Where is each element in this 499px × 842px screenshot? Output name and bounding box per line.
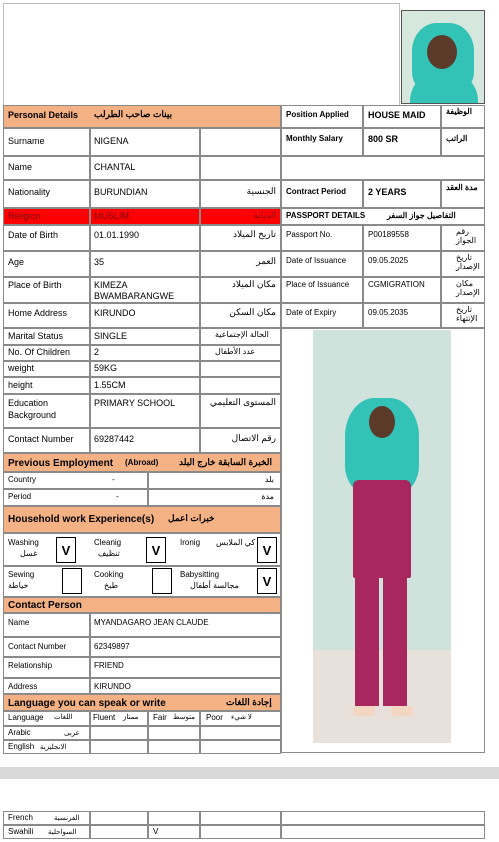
salary-label-ar-cell <box>441 128 485 156</box>
passport-no-ar-cell <box>441 225 485 251</box>
previous-employment-label: Previous Employment <box>8 458 114 469</box>
cp-number-label: Contact Number <box>8 642 67 651</box>
home-value: KIRUNDO <box>94 308 136 318</box>
issue-place-label-ar: مكان الإصدار <box>456 279 480 297</box>
country-label-cell <box>3 472 148 489</box>
personal-details-label-ar: بينات صاحب الطرلب <box>94 109 173 119</box>
cp-address-label: Address <box>8 682 38 691</box>
contact-label-cell <box>3 428 90 453</box>
lang-english-poor <box>200 740 281 754</box>
contact-label-ar: رقم الاتصال <box>231 433 276 443</box>
weight-ar-cell <box>200 361 281 377</box>
lang-english-fluent <box>90 740 148 754</box>
babysitting-checkbox[interactable]: V <box>257 568 277 594</box>
issue-date-label: Date of Issuance <box>286 256 347 265</box>
country-label-ar: بلد <box>264 475 274 484</box>
lang-row-arabic <box>3 726 90 740</box>
marital-value: SINGLE <box>94 331 128 341</box>
cooking-checkbox[interactable] <box>152 568 172 594</box>
sewing-label-ar: خياطة <box>8 581 29 590</box>
top-blank-area <box>3 3 400 106</box>
lang-swahili-extra <box>281 825 485 839</box>
weight-label-cell <box>3 361 90 377</box>
ironing-label-ar: كي الملابس <box>216 538 256 547</box>
passport-no-label-ar: رقم الجواز <box>456 227 477 245</box>
dob-value-cell <box>90 225 200 251</box>
salary-value: 800 SR <box>368 134 399 144</box>
lang-swahili-fair-mark: V <box>153 827 159 836</box>
age-label-cell <box>3 251 90 277</box>
height-label-cell <box>3 377 90 394</box>
language-header <box>3 694 281 711</box>
washing-label-ar: غسل <box>20 549 38 558</box>
cooking-label-ar: طبخ <box>104 581 118 590</box>
lang-english-fair <box>148 740 200 754</box>
applicant-full-body-photo <box>313 330 451 743</box>
religion-ar-cell <box>200 208 281 225</box>
cp-relationship-label: Relationship <box>8 661 53 670</box>
position-applied-value: HOUSE MAID <box>368 110 426 120</box>
age-value: 35 <box>94 257 105 267</box>
period-label-ar: مدة <box>261 492 274 501</box>
religion-value: MUSLIM <box>94 211 130 221</box>
babysitting-label-ar: مجالسة أطفال <box>190 581 239 590</box>
lang-french-fair <box>148 811 200 825</box>
children-label-cell <box>3 345 90 361</box>
lang-arabic-label-ar: عربى <box>64 730 80 737</box>
applicant-portrait-photo <box>401 10 485 104</box>
education-label-line2: Background <box>8 410 57 420</box>
religion-label-ar: الديانة <box>253 210 276 220</box>
nationality-value-cell <box>90 180 200 208</box>
position-applied-label-ar-cell <box>441 105 485 128</box>
issue-date-label-ar: تاريخ الإصدار <box>456 253 480 271</box>
lang-col-poor-label: Poor <box>206 713 223 722</box>
nationality-label: Nationality <box>8 187 51 197</box>
nationality-label-ar: الجنسية <box>246 186 276 196</box>
education-value: PRIMARY SCHOOL <box>94 398 176 408</box>
household-work-header <box>3 506 281 533</box>
cooking-label: Cooking <box>94 570 124 579</box>
cp-address-value-cell <box>90 678 281 694</box>
lang-english-label: English <box>8 742 35 751</box>
issue-date-value-cell <box>363 251 441 277</box>
passport-no-value-cell <box>363 225 441 251</box>
contact-value-cell <box>90 428 200 453</box>
weight-value-cell <box>90 361 200 377</box>
contact-label: Contact Number <box>8 434 74 444</box>
household-row-2 <box>3 566 281 597</box>
contract-label: Contract Period <box>286 187 347 196</box>
cp-name-label-cell <box>3 613 90 637</box>
babysitting-label: Babysitting <box>180 570 220 579</box>
weight-value: 59KG <box>94 363 118 373</box>
lang-col-fair-label: Fair <box>153 713 167 722</box>
marital-ar-cell <box>200 328 281 345</box>
surname-value: NIGENA <box>94 136 129 146</box>
sewing-checkbox[interactable] <box>62 568 82 594</box>
marital-value-cell <box>90 328 200 345</box>
lang-french-extra <box>281 811 485 825</box>
children-label: No. Of Children <box>8 347 71 357</box>
dob-label-cell <box>3 225 90 251</box>
issue-place-label: Place of Issuance <box>286 280 350 289</box>
cp-address-label-cell <box>3 678 90 694</box>
surname-label-cell <box>3 128 90 156</box>
salary-spacer-cell <box>281 156 485 180</box>
passport-details-label: PASSPORT DETAILS <box>286 211 366 220</box>
lang-french-label: French <box>8 813 33 822</box>
children-label-ar: عدد الأطفال <box>215 347 256 356</box>
lang-swahili-fair <box>148 825 200 839</box>
height-label: height <box>8 380 33 390</box>
cp-name-label: Name <box>8 618 30 627</box>
surname-value-cell <box>90 128 200 156</box>
cp-number-label-cell <box>3 637 90 657</box>
pob-label-cell <box>3 277 90 303</box>
name-ar-cell <box>200 156 281 180</box>
contact-value: 69287442 <box>94 434 135 444</box>
salary-value-cell <box>363 128 441 156</box>
education-label-cell <box>3 394 90 428</box>
dob-ar-cell <box>200 225 281 251</box>
passport-details-label-ar: التفاصيل جواز السفر <box>387 211 456 220</box>
age-label-ar: العمر <box>256 256 276 266</box>
lang-col-fluent-label: Fluent <box>93 713 116 722</box>
cp-name-value-cell <box>90 613 281 637</box>
height-ar-cell <box>200 377 281 394</box>
education-value-cell <box>90 394 200 428</box>
lang-col-poor-label-ar: لا شيء <box>231 714 252 721</box>
weight-label: weight <box>8 363 35 373</box>
nationality-ar-cell <box>200 180 281 208</box>
lang-arabic-poor <box>200 726 281 740</box>
position-applied-label-cell <box>281 105 363 128</box>
lang-swahili-fluent <box>90 825 148 839</box>
previous-employment-header <box>3 453 281 472</box>
lang-col-fluent <box>90 711 148 726</box>
age-label: Age <box>8 257 25 267</box>
position-applied-value-cell <box>363 105 441 128</box>
salary-label-ar: الراتب <box>446 134 468 143</box>
salary-label: Monthly Salary <box>286 134 343 143</box>
name-label-cell <box>3 156 90 180</box>
passport-no-label: Passport No. <box>286 230 333 239</box>
cp-number-value: 62349897 <box>94 642 130 651</box>
language-label-ar: إجادة اللغات <box>226 697 272 707</box>
household-work-label: Household work Experience(s) <box>8 514 155 525</box>
marital-label-cell <box>3 328 90 345</box>
cp-number-value-cell <box>90 637 281 657</box>
page-break-band <box>0 767 499 779</box>
previous-employment-label-ar: الخبرة السابقة خارج البلد <box>179 457 272 467</box>
country-ar-cell <box>148 472 281 489</box>
children-value-cell <box>90 345 200 361</box>
marital-label-ar: الحالة الإجتماعية <box>215 330 269 339</box>
personal-details-header <box>3 105 281 128</box>
marital-label: Marital Status <box>8 331 64 341</box>
name-value: CHANTAL <box>94 162 136 172</box>
expiry-label-ar: تاريخ الإنتهاء <box>456 305 478 323</box>
issue-place-ar-cell <box>441 277 485 303</box>
issue-place-value: CGMIGRATION <box>368 280 425 289</box>
home-label-cell <box>3 303 90 328</box>
expiry-value-cell <box>363 303 441 328</box>
religion-label: Religion <box>8 211 41 221</box>
position-applied-label-ar: الوظيفة <box>446 107 472 116</box>
height-value-cell <box>90 377 200 394</box>
lang-col-language <box>3 711 90 726</box>
issue-date-label-cell <box>281 251 363 277</box>
contact-ar-cell <box>200 428 281 453</box>
washing-checkbox[interactable]: V <box>56 537 76 563</box>
lang-col-language-label-ar: اللغات <box>54 714 73 721</box>
lang-english-label-ar: الانجليزية <box>40 744 67 751</box>
contract-value-cell <box>363 180 441 208</box>
issue-place-value-cell <box>363 277 441 303</box>
age-value-cell <box>90 251 200 277</box>
washing-label: Washing <box>8 538 39 547</box>
lang-arabic-fluent <box>90 726 148 740</box>
issue-place-label-cell <box>281 277 363 303</box>
personal-details-label: Personal Details <box>8 110 79 120</box>
cp-relationship-label-cell <box>3 657 90 678</box>
education-label-ar: المستوى التعليمي <box>209 397 276 407</box>
contract-label-cell <box>281 180 363 208</box>
previous-employment-suffix: (Abroad) <box>125 458 159 467</box>
lang-arabic-label: Arabic <box>8 728 31 737</box>
cleaning-label: Cleanig <box>94 538 122 547</box>
lang-row-swahili <box>3 825 90 839</box>
children-value: 2 <box>94 347 100 357</box>
country-label: Country <box>8 475 37 484</box>
passport-details-header <box>281 208 485 225</box>
name-label: Name <box>8 162 33 172</box>
lang-col-fair <box>148 711 200 726</box>
dob-label: Date of Birth <box>8 230 59 240</box>
country-value: - <box>112 475 115 484</box>
lang-french-poor <box>200 811 281 825</box>
household-work-label-ar: خبرات اعمل <box>168 513 215 523</box>
lang-col-fair-label-ar: متوسط <box>173 714 195 721</box>
language-label: Language you can speak or write <box>8 698 166 709</box>
lang-swahili-label: Swahili <box>8 827 34 836</box>
ironing-checkbox[interactable]: V <box>257 537 277 563</box>
education-ar-cell <box>200 394 281 428</box>
period-label-cell <box>3 489 148 506</box>
lang-col-fluent-label-ar: ممتاز <box>123 714 139 721</box>
contract-label-ar-cell <box>441 180 485 208</box>
age-ar-cell <box>200 251 281 277</box>
expiry-label: Date of Expiry <box>286 308 337 317</box>
expiry-ar-cell <box>441 303 485 328</box>
contract-value: 2 YEARS <box>368 187 407 197</box>
position-applied-label: Position Applied <box>286 110 349 119</box>
period-ar-cell <box>148 489 281 506</box>
lang-swahili-label-ar: السواحلية <box>48 829 77 836</box>
lang-arabic-fair <box>148 726 200 740</box>
cp-address-value: KIRUNDO <box>94 682 131 691</box>
lang-swahili-poor <box>200 825 281 839</box>
pob-label-ar: مكان الميلاد <box>231 279 276 289</box>
cp-relationship-value: FRIEND <box>94 661 124 670</box>
lang-col-language-label: Language <box>8 713 44 722</box>
pob-value-cell <box>90 277 200 303</box>
sewing-label: Sewing <box>8 570 35 579</box>
religion-value-cell <box>90 208 200 225</box>
pob-ar-cell <box>200 277 281 303</box>
education-label-line1: Education <box>8 398 49 408</box>
period-value: - <box>116 492 119 501</box>
height-value: 1.55CM <box>94 380 126 390</box>
ironing-label: Ironig <box>180 538 201 547</box>
cp-relationship-value-cell <box>90 657 281 678</box>
lang-row-french <box>3 811 90 825</box>
lang-french-fluent <box>90 811 148 825</box>
lang-col-poor <box>200 711 281 726</box>
pob-value-line2: BWAMBARANGWE <box>94 291 175 301</box>
surname-label: Surname <box>8 136 45 146</box>
issue-date-ar-cell <box>441 251 485 277</box>
home-ar-cell <box>200 303 281 328</box>
lang-french-label-ar: الفرنسية <box>54 815 80 822</box>
cleaning-label-ar: تنظيف <box>98 549 120 558</box>
pob-label: Place of Birth <box>8 280 62 290</box>
religion-label-cell <box>3 208 90 225</box>
name-value-cell <box>90 156 200 180</box>
cp-name-value: MYANDAGARO JEAN CLAUDE <box>94 618 209 627</box>
cleaning-checkbox[interactable]: V <box>146 537 166 563</box>
children-ar-cell <box>200 345 281 361</box>
salary-label-cell <box>281 128 363 156</box>
surname-ar-cell <box>200 128 281 156</box>
dob-value: 01.01.1990 <box>94 230 140 240</box>
passport-no-value: P00189558 <box>368 230 409 239</box>
contact-person-label: Contact Person <box>8 600 82 611</box>
home-label-ar: مكان السكن <box>229 307 276 317</box>
expiry-label-cell <box>281 303 363 328</box>
expiry-value: 09.05.2035 <box>368 308 409 317</box>
issue-date-value: 09.05.2025 <box>368 256 409 265</box>
dob-label-ar: تاريخ الميلاد <box>233 229 276 239</box>
contract-label-ar: مدة العقد <box>446 183 478 192</box>
home-label: Home Address <box>8 308 68 318</box>
nationality-label-cell <box>3 180 90 208</box>
contact-person-header <box>3 597 281 613</box>
nationality-value: BURUNDIAN <box>94 187 148 197</box>
lang-row-english <box>3 740 90 754</box>
passport-no-label-cell <box>281 225 363 251</box>
home-value-cell <box>90 303 200 328</box>
period-label: Period <box>8 492 32 501</box>
pob-value-line1: KIMEZA <box>94 280 128 290</box>
